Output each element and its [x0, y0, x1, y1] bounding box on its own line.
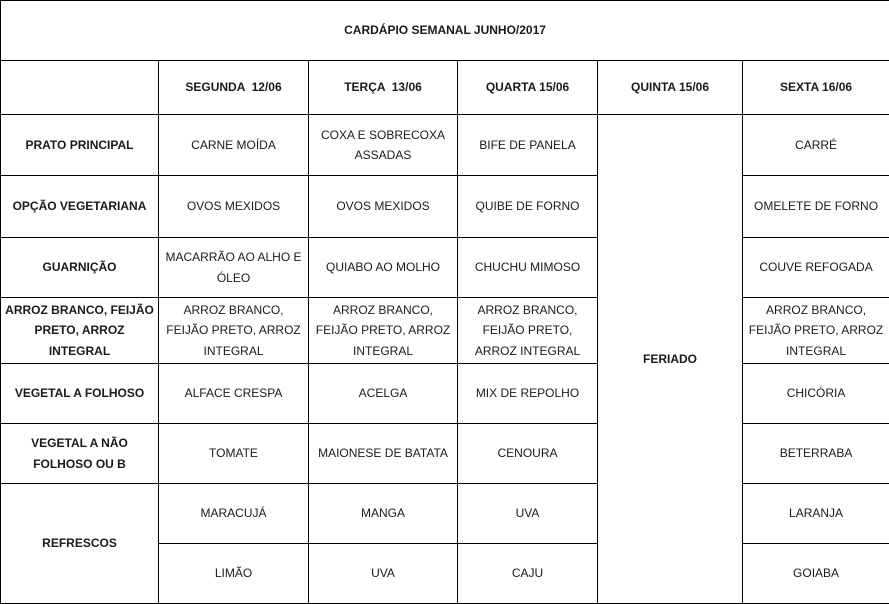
row-opcao-vegetariana — [1, 176, 889, 238]
row-label-vegetal-folhoso: VEGETAL A FOLHOSO — [1, 364, 159, 424]
header-quinta: QUINTA 15/06 — [598, 61, 743, 115]
cell-prato-principal-terca: COXA E SOBRECOXA ASSADAS — [309, 115, 458, 176]
row-refrescos-1 — [1, 484, 889, 544]
header-segunda: SEGUNDA 12/06 — [159, 61, 309, 115]
cell-arroz-feijao-sexta: ARROZ BRANCO, FEIJÃO PRETO, ARROZ INTEGRAL — [743, 298, 889, 364]
cell-opcao-vegetariana-sexta: OMELETE DE FORNO — [743, 176, 889, 238]
cell-refrescos-1-quarta: UVA — [458, 484, 598, 544]
header-row — [1, 61, 889, 115]
cell-opcao-vegetariana-segunda: OVOS MEXIDOS — [159, 176, 309, 238]
cell-vegetal-folhoso-quarta: MIX DE REPOLHO — [458, 364, 598, 424]
cell-vegetal-folhoso-terca: ACELGA — [309, 364, 458, 424]
cell-refrescos-1-terca: MANGA — [309, 484, 458, 544]
cell-guarnicao-segunda: MACARRÃO AO ALHO E ÓLEO — [159, 238, 309, 298]
cell-refrescos-2-sexta: GOIABA — [743, 544, 889, 604]
title-row — [1, 1, 889, 61]
cell-opcao-vegetariana-terca: OVOS MEXIDOS — [309, 176, 458, 238]
header-corner — [1, 61, 159, 115]
row-label-arroz-feijao: ARROZ BRANCO, FEIJÃO PRETO, ARROZ INTEGRAL — [1, 298, 159, 364]
cell-refrescos-2-terca: UVA — [309, 544, 458, 604]
cell-vegetal-nao-folhoso-terca: MAIONESE DE BATATA — [309, 424, 458, 484]
page-title: CARDÁPIO SEMANAL JUNHO/2017 — [1, 1, 889, 61]
cell-guarnicao-terca: QUIABO AO MOLHO — [309, 238, 458, 298]
row-vegetal-folhoso — [1, 364, 889, 424]
row-label-prato-principal: PRATO PRINCIPAL — [1, 115, 159, 176]
cell-guarnicao-sexta: COUVE REFOGADA — [743, 238, 889, 298]
cell-prato-principal-quarta: BIFE DE PANELA — [458, 115, 598, 176]
cell-prato-principal-sexta: CARRÉ — [743, 115, 889, 176]
cell-refrescos-1-segunda: MARACUJÁ — [159, 484, 309, 544]
header-sexta: SEXTA 16/06 — [743, 61, 889, 115]
cell-prato-principal-segunda: CARNE MOÍDA — [159, 115, 309, 176]
holiday-cell-quinta: FERIADO — [598, 115, 743, 604]
row-guarnicao — [1, 238, 889, 298]
row-label-refrescos: REFRESCOS — [1, 484, 159, 604]
cell-vegetal-nao-folhoso-sexta: BETERRABA — [743, 424, 889, 484]
cell-arroz-feijao-segunda: ARROZ BRANCO, FEIJÃO PRETO, ARROZ INTEGRAL — [159, 298, 309, 364]
cell-arroz-feijao-terca: ARROZ BRANCO, FEIJÃO PRETO, ARROZ INTEGRAL — [309, 298, 458, 364]
row-vegetal-nao-folhoso — [1, 424, 889, 484]
row-label-vegetal-nao-folhoso: VEGETAL A NÃO FOLHOSO OU B — [1, 424, 159, 484]
row-label-opcao-vegetariana: OPÇÃO VEGETARIANA — [1, 176, 159, 238]
cell-refrescos-2-segunda: LIMÃO — [159, 544, 309, 604]
cell-arroz-feijao-quarta: ARROZ BRANCO, FEIJÃO PRETO, ARROZ INTEGRAL — [458, 298, 598, 364]
cell-vegetal-folhoso-segunda: ALFACE CRESPA — [159, 364, 309, 424]
cell-vegetal-nao-folhoso-quarta: CENOURA — [458, 424, 598, 484]
row-arroz-feijao — [1, 298, 889, 364]
header-terca: TERÇA 13/06 — [309, 61, 458, 115]
cell-opcao-vegetariana-quarta: QUIBE DE FORNO — [458, 176, 598, 238]
cell-guarnicao-quarta: CHUCHU MIMOSO — [458, 238, 598, 298]
header-quarta: QUARTA 15/06 — [458, 61, 598, 115]
cell-vegetal-nao-folhoso-segunda: TOMATE — [159, 424, 309, 484]
cell-refrescos-1-sexta: LARANJA — [743, 484, 889, 544]
row-prato-principal — [1, 115, 889, 176]
cell-vegetal-folhoso-sexta: CHICÓRIA — [743, 364, 889, 424]
cell-refrescos-2-quarta: CAJU — [458, 544, 598, 604]
row-label-guarnicao: GUARNIÇÃO — [1, 238, 159, 298]
